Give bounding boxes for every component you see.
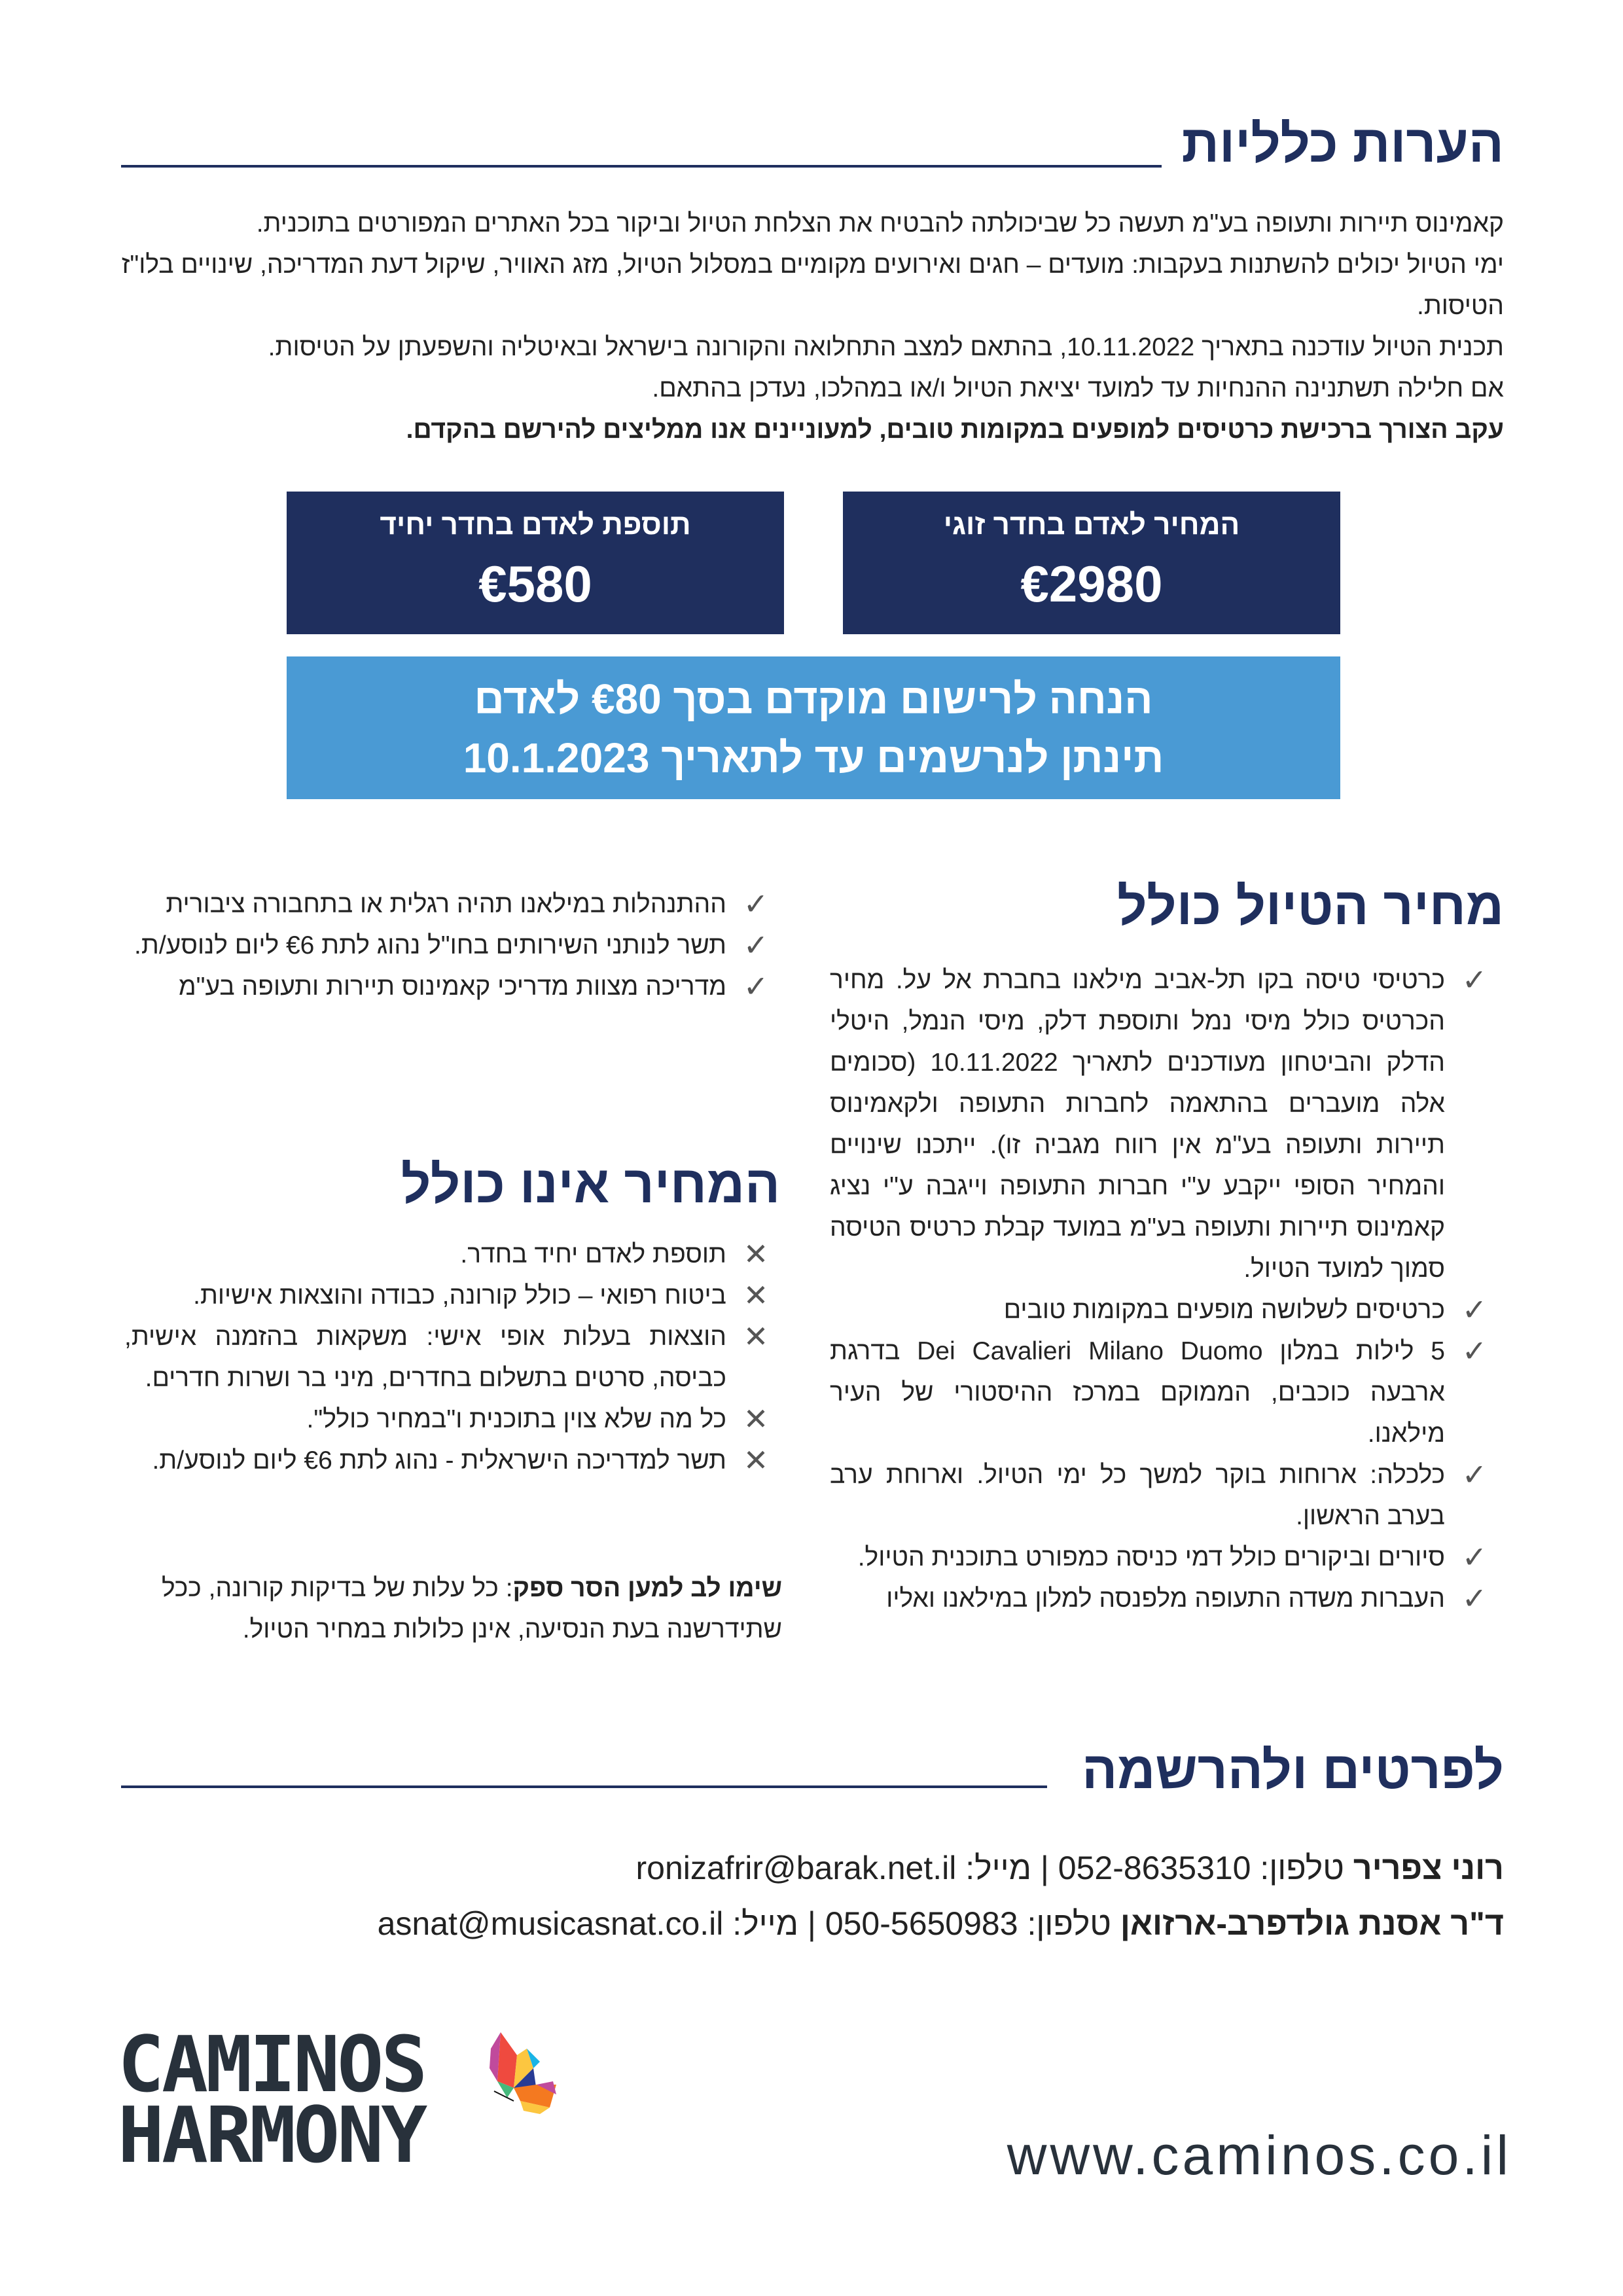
- list-item: ✓ העברות משדה התעופה מלפנסה למלון במילאנו ואליו: [830, 1578, 1504, 1619]
- price-single-label: תוספת לאדם בחדר יחיד: [380, 509, 691, 541]
- note-bold-line: עקב הצורך ברכישת כרטיסים למופעים במקומות טובים, למעוניינים אנו ממליצים להירשם בהקדם.: [406, 416, 1504, 444]
- check-icon: ✓: [1461, 1458, 1488, 1492]
- list-item: ✕ כל מה שלא צוין בתוכנית ו"במחיר כולל".: [124, 1399, 785, 1440]
- included-title: מחיר הטיול כולל: [1116, 877, 1504, 935]
- price-single-value: €580: [478, 555, 592, 613]
- list-item: ✓ מדריכה מצוות מדריכי קאמינוס תיירות ותעופה בע"מ: [124, 966, 785, 1007]
- contact-name: רוני צפריר: [1353, 1850, 1504, 1886]
- caminos-harmony-logo: [118, 2019, 425, 2180]
- list-item: ✓ כלכלה: ארוחות בוקר למשך כל ימי הטיול. וארוחת ערב בערב הראשון.: [830, 1454, 1504, 1537]
- x-icon: ✕: [743, 1278, 769, 1312]
- not-included-list: [124, 1234, 785, 1481]
- check-icon: ✓: [1461, 1540, 1488, 1574]
- separator: |: [807, 1905, 816, 1942]
- price-single-box: [287, 492, 784, 634]
- list-item: ✓ סיורים וביקורים כולל דמי כניסה כמפורט בתוכנית הטיול.: [830, 1537, 1504, 1578]
- price-double-box: [843, 492, 1340, 634]
- check-icon: ✓: [743, 969, 769, 1003]
- contact-name: ד"ר אסנת גולדפרב-ארזואן: [1120, 1905, 1504, 1942]
- contact-asnat: [378, 1905, 1504, 1943]
- general-notes-text: [121, 203, 1504, 450]
- general-notes-title: הערות כלליות: [1181, 115, 1504, 173]
- x-icon: ✕: [743, 1402, 769, 1436]
- list-item: ✕ ביטוח רפואי – כולל קורונה, כבודה והוצאות אישיות.: [124, 1275, 785, 1316]
- list-item: ✕ תוספת לאדם יחיד בחדר.: [124, 1234, 785, 1275]
- contact-roni: [636, 1849, 1505, 1887]
- list-item: ✕ הוצאות בעלות אופי אישי: משקאות בהזמנה אישית, כביסה, סרטים בתשלום בחדרים, מיני בר ושרות חדרים.: [124, 1316, 785, 1399]
- not-included-title: המחיר אינו כולל: [401, 1155, 780, 1213]
- list-item: ✕ תשר למדריכה הישראלית - נהוג לתת €6 ליום לנוסע/ת.: [124, 1440, 785, 1481]
- list-item: ✓ ההתנהלות במילאנו תהיה רגלית או בתחבורה ציבורית: [124, 884, 785, 925]
- note-line: אם חלילה תשתנינה ההנחיות עד למועד יציאת הטיול ו/או במהלכו, נעדכן בהתאם.: [652, 374, 1504, 403]
- list-item: ✓ כרטיסי טיסה בקו תל-אביב מילאנו בחברת אל על. מחיר הכרטיס כולל מיסי נמל ותוספת דלק, מיסי הנמל, היטלי הדלק והביטחון מעודכנים לתאריך 10.11.2022 (סכומים אלה מועברים בהתאמה לחברות התעופה ולקאמינוס תיירות ותעופה בע"מ אין רווח מגביה זו). ייתכנו שינויים והמחיר הסופי ייקבע ע"י חברות התעופה וייגבה ע"י נציג קאמינוס תיירות ותעופה בע"מ במועד קבלת כרטיס הטיסה סמוך למועד הטיול.: [830, 960, 1504, 1289]
- phone-link[interactable]: 052-8635310: [1058, 1850, 1251, 1886]
- title-divider: [121, 165, 1162, 168]
- price-double-label: המחיר לאדם בחדר זוגי: [943, 509, 1240, 541]
- phone-link[interactable]: 050-5650983: [825, 1905, 1018, 1942]
- included-list-continued: [124, 884, 785, 1007]
- x-icon: ✕: [743, 1237, 769, 1271]
- x-icon: ✕: [743, 1319, 769, 1354]
- email-link[interactable]: ronizafrir@barak.net.il: [635, 1850, 957, 1886]
- check-icon: ✓: [743, 928, 769, 962]
- note-line: קאמינוס תיירות ותעופה בע"מ תעשה כל שביכולתה להבטיח את הצלחת הטיול וביקור בכל האתרים המפורטים בתוכנית.: [256, 209, 1504, 238]
- email-label: מייל:: [965, 1850, 1031, 1886]
- contact-divider: [121, 1785, 1047, 1788]
- included-list: [830, 960, 1504, 1619]
- list-item: ✓ כרטיסים לשלושה מופעים במקומות טובים: [830, 1289, 1504, 1331]
- phone-label: טלפון:: [1260, 1850, 1344, 1886]
- website-link[interactable]: www.caminos.co.il: [1007, 2125, 1512, 2186]
- early-discount-box: [287, 656, 1340, 799]
- logo-line-1: CAMINOS: [118, 2019, 425, 2109]
- note-line: ימי הטיול יכולים להשתנות בעקבות: מועדים – חגים ואירועים מקומיים במסלול הטיול, מזג האוויר, שיקול דעת המדריכה, שינויים בלו"ז הטיסות.: [121, 251, 1504, 320]
- logo-line-2: HARMONY: [118, 2090, 425, 2180]
- check-icon: ✓: [1461, 1581, 1488, 1615]
- email-label: מייל:: [732, 1905, 798, 1942]
- note-line: תכנית הטיול עודכנה בתאריך 10.11.2022, בהתאם למצב התחלואה והקורונה בישראל ובאיטליה והשפעתן על הטיסות.: [268, 333, 1504, 361]
- list-item: ✓ תשר לנותני השירותים בחו"ל נהוג לתת €6 ליום לנוסע/ת.: [124, 925, 785, 966]
- price-double-value: €2980: [1020, 555, 1163, 613]
- check-icon: ✓: [1461, 1293, 1488, 1327]
- discount-line-2: תינתן לנרשמים עד לתאריך 10.1.2023: [463, 734, 1164, 781]
- covid-note: [124, 1568, 782, 1650]
- covid-note-bold: שימו לב למען הסר ספק: [512, 1574, 782, 1602]
- email-link[interactable]: asnat@musicasnat.co.il: [377, 1905, 724, 1942]
- butterfly-icon: [488, 2029, 560, 2121]
- covid-note-text: : כל עלות של בדיקות קורונה, ככל שתידרשנה בעת הנסיעה, אינן כלולות במחיר הטיול.: [161, 1574, 782, 1643]
- discount-line-1: הנחה לרישום מוקדם בסך €80 לאדם: [474, 675, 1153, 723]
- list-item: ✓ 5 לילות במלון Dei Cavalieri Milano Duomo בדרגת ארבעה כוכבים, הממוקם במרכז ההיסטורי של העיר מילאנו.: [830, 1331, 1504, 1454]
- phone-label: טלפון:: [1027, 1905, 1111, 1942]
- contact-title: לפרטים ולהרשמה: [1082, 1741, 1504, 1799]
- check-icon: ✓: [1461, 1334, 1488, 1368]
- check-icon: ✓: [743, 887, 769, 921]
- separator: |: [1040, 1850, 1049, 1886]
- x-icon: ✕: [743, 1443, 769, 1477]
- check-icon: ✓: [1461, 963, 1488, 997]
